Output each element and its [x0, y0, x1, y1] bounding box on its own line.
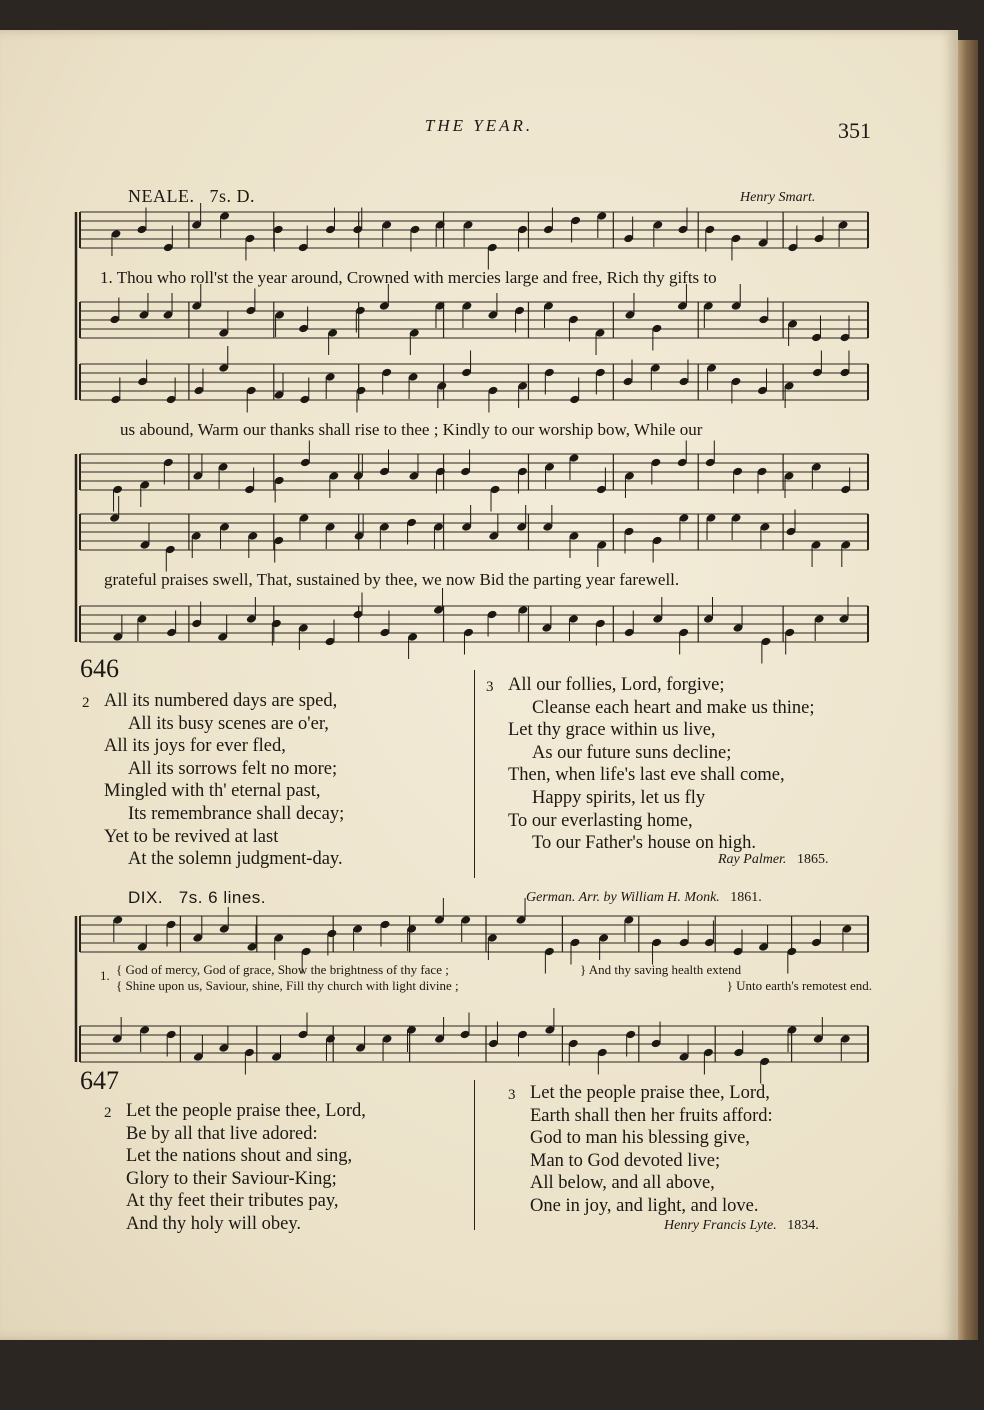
verse-line: At the solemn judgment-day. [128, 849, 343, 870]
tune-meter: 7s. 6 lines. [178, 888, 266, 907]
verse-number: 2 [104, 1105, 112, 1121]
column-divider [474, 670, 475, 878]
tune-year: 1861. [730, 890, 762, 905]
verse-line: Let the people praise thee, Lord, [126, 1101, 366, 1121]
hymn-number: 646 [80, 654, 119, 683]
verse-line: Glory to their Saviour-King; [126, 1168, 337, 1189]
tune-composer: German. Arr. by William H. Monk. [526, 890, 720, 905]
verse-line: Man to God devoted live; [530, 1150, 721, 1171]
verse-line: All below, and all above, [530, 1173, 715, 1194]
column-divider [474, 1080, 475, 1230]
music-lyric-num: 1. [100, 968, 110, 983]
tune-composer-line [526, 890, 762, 906]
attribution-646 [718, 852, 828, 868]
music-lyric-line: { Shine upon us, Saviour, shine, Fill thy church with light divine ; [116, 978, 459, 993]
attribution-647 [664, 1218, 819, 1234]
tune-name: NEALE. [128, 186, 195, 206]
verse-line: To our everlasting home, [508, 810, 693, 831]
verse-646-2 [82, 690, 345, 871]
music-lyric-line: { God of mercy, God of grace, Show the brightness of thy face ; [116, 962, 449, 977]
page-number: 351 [838, 118, 871, 143]
verse-647-3 [508, 1082, 773, 1218]
verse-line: As our future suns decline; [532, 742, 732, 763]
verse-line: Its remembrance shall decay; [128, 803, 345, 824]
author: Ray Palmer. [718, 852, 787, 867]
verse-line: All our follies, Lord, forgive; [508, 675, 725, 695]
verse-line: All its sorrows felt no more; [128, 758, 338, 779]
year: 1834. [787, 1218, 819, 1233]
verse-line: One in joy, and light, and love. [530, 1195, 759, 1216]
verse-number: 3 [486, 679, 494, 695]
verse-line: God to man his blessing give, [530, 1128, 750, 1149]
tune-meter: 7s. D. [209, 186, 255, 206]
verse-line: To our Father's house on high. [532, 833, 757, 854]
verse-line: Let thy grace within us live, [508, 720, 716, 741]
verse-line: Cleanse each heart and make us thine; [532, 697, 815, 718]
music-lyric-line: grateful praises swell, That, sustained by thee, we now Bid the parting year farewell. [104, 570, 680, 589]
music-lyric-line: } Unto earth's remotest end. [726, 978, 872, 993]
music-lyric-line: } And thy saving health extend [580, 962, 742, 977]
book-edge [958, 40, 978, 1340]
verse-line: All its joys for ever fled, [104, 736, 286, 757]
verse-line: Be by all that live adored: [126, 1123, 318, 1144]
verse-line: Let the nations shout and sing, [126, 1146, 353, 1167]
verse-line: Yet to be revived at last [104, 826, 279, 847]
year: 1865. [796, 852, 829, 867]
verse-line: At thy feet their tributes pay, [126, 1191, 339, 1212]
hymnal-page [0, 30, 958, 1340]
verse-line: Mingled with th' eternal past, [104, 781, 321, 802]
tune-header-dix [128, 888, 266, 908]
verse-line: Happy spirits, let us fly [532, 787, 706, 808]
verse-number: 2 [82, 695, 90, 711]
author: Henry Francis Lyte. [664, 1218, 777, 1233]
music-lyric-line: us abound, Warm our thanks shall rise to thee ; Kindly to our worship bow, While our [120, 420, 703, 439]
verse-line: Let the people praise thee, Lord, [530, 1083, 770, 1103]
music-lyric-line: 1. Thou who roll'st the year around, Crowned with mercies large and free, Rich thy gifts to [100, 268, 717, 287]
verse-line: Earth shall then her fruits afford: [530, 1105, 773, 1126]
verse-line: Then, when life's last eve shall come, [508, 765, 785, 786]
verse-line: All its numbered days are sped, [104, 691, 338, 711]
verse-line: And thy holy will obey. [126, 1213, 302, 1234]
verse-number: 3 [508, 1087, 516, 1103]
verse-646-3 [486, 674, 815, 855]
running-head: THE YEAR. [424, 116, 534, 135]
tune-composer: Henry Smart. [740, 190, 816, 205]
verse-line: All its busy scenes are o'er, [128, 713, 329, 734]
hymn-number: 647 [80, 1066, 119, 1095]
tune-name: DIX. [128, 888, 164, 907]
verse-647-2 [104, 1100, 366, 1236]
